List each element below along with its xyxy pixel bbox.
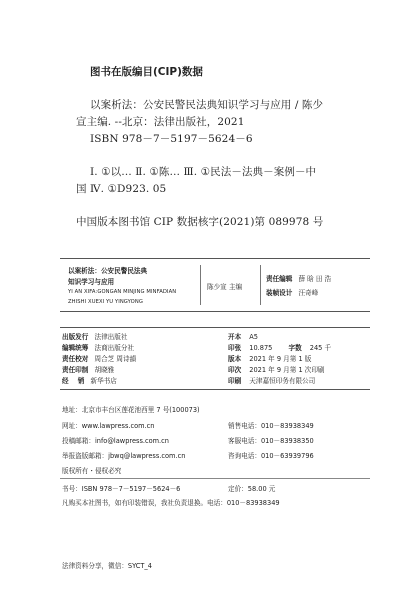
piracy-email: 举报盗版邮箱：jbwq@lawpress.com.cn (62, 452, 186, 460)
pub-right-label: 印张 (228, 344, 242, 352)
pub-left-label: 经 销 (62, 377, 85, 385)
pub-right-value: A5 (249, 333, 259, 341)
cip-desc-line-2: 宣主编. --北京：法律出版社，2021 (76, 116, 245, 128)
card-title-cn-2: 知识学习与应用 (68, 278, 115, 286)
pub-left-label: 责任校对 (62, 355, 89, 363)
card-divider-1 (200, 265, 201, 305)
cip-verify-number: 中国版本图书馆 CIP 数据核字(2021)第 089978 号 (76, 216, 324, 228)
card-editor: 陈少宣 主编 (207, 283, 243, 291)
pub-left-value: 周合芝 周诗韻 (94, 355, 137, 363)
book-number: 书号：ISBN 978－7－5197－5624－6 (62, 485, 181, 493)
pub-bottom-rule (60, 389, 370, 390)
pub-right-row (228, 364, 325, 374)
card-divider-2 (260, 265, 261, 305)
pub-right-label: 开本 (228, 333, 242, 341)
copyright-notice: 版权所有・侵权必究 (62, 467, 122, 475)
pub-left-row (62, 331, 127, 341)
cip-desc-line-1: 以案析法：公安民警民法典知识学习与应用 / 陈少 (90, 99, 324, 111)
card-role-2-value: 汪奇峰 (298, 289, 319, 297)
pub-left-value: 胡晓雅 (94, 366, 115, 374)
pub-right-row (228, 342, 331, 352)
cip-isbn: ISBN 978－7－5197－5624－6 (90, 133, 253, 145)
card-role-1-value: 薛 晗 田 浩 (298, 275, 332, 283)
pub-left-row (62, 375, 117, 385)
pub-left-row (62, 353, 136, 363)
cip-class-line-1: Ⅰ. ①以… Ⅱ. ①陈… Ⅲ. ①民法－法典－案例－中 (90, 166, 317, 178)
pub-left-label: 出版发行 (62, 333, 89, 341)
pub-left-label: 责任印制 (62, 366, 89, 374)
address: 地址：北京市丰台区莲花池西里 7 号(100073) (62, 406, 200, 414)
pub-right-value: 2021 年 9 月第 1 版 (249, 355, 312, 363)
sales-phone: 销售电话：010－83938349 (228, 422, 314, 430)
price-top-rule (60, 478, 370, 479)
pub-right-row (228, 331, 258, 341)
card-title-en-2: ZHISHI XUEXI YU YINGYONG (68, 299, 143, 305)
cip-heading: 图书在版编目(CIP)数据 (90, 66, 203, 78)
pub-right-value: 2021 年 9 月第 1 次印刷 (249, 366, 325, 374)
submission-email: 投稿邮箱：info@lawpress.com.cn (62, 437, 169, 445)
cip-class-line-2: 国 Ⅳ. ①D923. 05 (76, 183, 167, 195)
pub-right-label: 版本 (228, 355, 242, 363)
pub-right-value-2: 245 千 (309, 344, 332, 352)
pub-right-value: 10.875 (249, 344, 273, 352)
pub-right-label: 印次 (228, 366, 242, 374)
pub-left-value: 法律出版社 (94, 333, 128, 341)
price: 定价：58.00 元 (228, 485, 276, 493)
book-info-card (60, 258, 370, 312)
card-role-2 (266, 287, 318, 297)
pub-right-label-2: 字数 (288, 344, 302, 352)
pub-left-label: 编辑统筹 (62, 344, 89, 352)
card-title-cn-1: 以案析法：公安民警民法典 (68, 267, 148, 275)
pub-right-label: 印刷 (228, 377, 242, 385)
pub-right-row (228, 353, 311, 363)
return-notice: 凡购买本社图书，如有印装错误，我社负责退换。电话：010－83938349 (62, 499, 280, 507)
pub-right-row (228, 375, 315, 385)
card-title-en-1: YI AN XIFA:GONGAN MINJING MINFADIAN (68, 289, 177, 295)
service-phone: 客服电话：010－83938350 (228, 437, 314, 445)
inquiry-phone: 咨询电话：010－63939796 (228, 452, 314, 460)
card-role-2-label: 装帧设计 (266, 289, 293, 297)
pub-left-value: 法商出版分社 (94, 344, 135, 352)
card-role-1 (266, 273, 331, 283)
footer-share-note: 法律资料分享，微信：SYCT_4 (62, 562, 152, 570)
pub-right-value: 天津嘉恒印务有限公司 (249, 377, 316, 385)
pub-left-row (62, 364, 114, 374)
pub-top-rule (60, 327, 370, 328)
website: 网址：www.lawpress.com.cn (62, 422, 155, 430)
card-role-1-label: 责任编辑 (266, 275, 293, 283)
pub-left-value: 新华书店 (90, 377, 117, 385)
pub-left-row (62, 342, 134, 352)
